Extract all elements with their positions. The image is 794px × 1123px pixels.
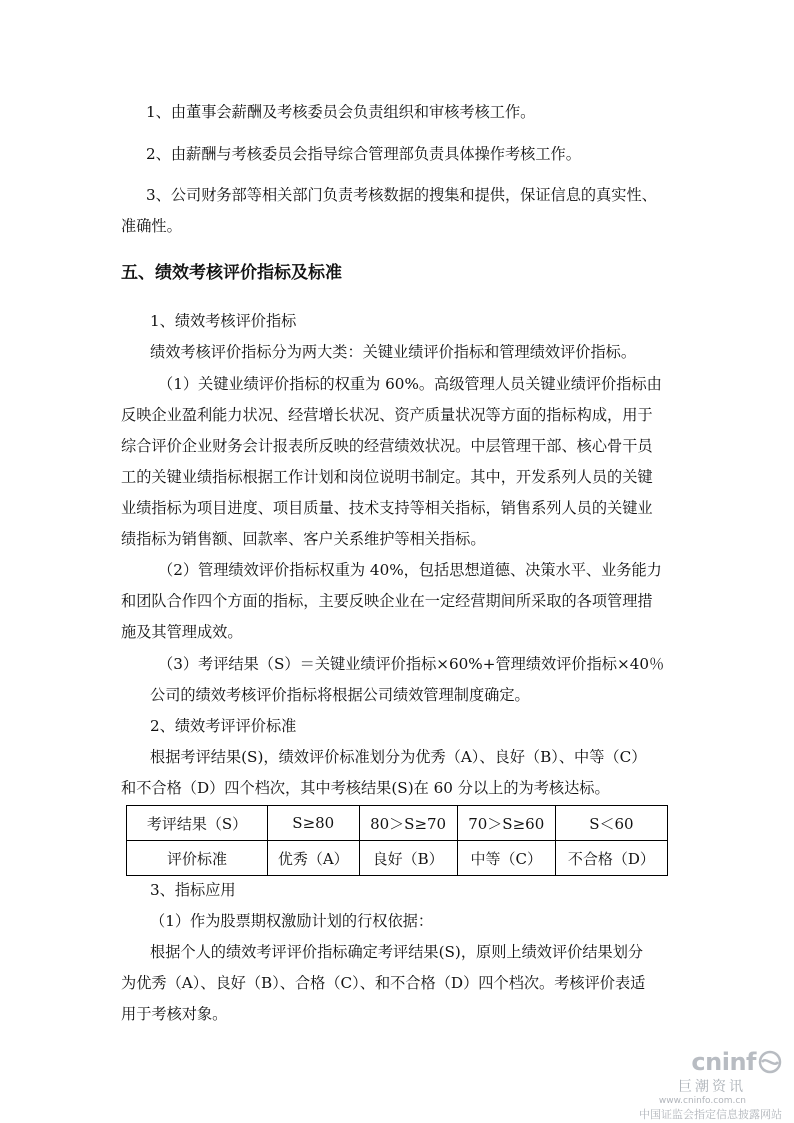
watermark-url: www.cninfo.com.cn — [658, 1096, 746, 1106]
para-key-line2: 反映企业盈利能力状况、经营增长状况、资产质量状况等方面的指标构成，用于 — [121, 406, 653, 424]
para-item-3-line1: 3、公司财务部等相关部门负责考核数据的搜集和提供，保证信息的真实性、 — [146, 186, 657, 204]
subsection-title-1: 1、绩效考核评价指标 — [150, 312, 297, 330]
para-mgmt-line1: （2）管理绩效评价指标权重为 40%，包括思想道德、决策水平、业务能力 — [158, 561, 662, 579]
table-row — [127, 806, 668, 841]
para-item-2: 2、由薪酬与考核委员会指导综合管理部负责具体操作考核工作。 — [146, 145, 581, 163]
para-key-line3: 综合评价企业财务会计报表所反映的经营绩效状况。中层管理干部、核心骨干员 — [121, 437, 653, 455]
watermark-cn-name: 巨潮资讯 — [678, 1079, 746, 1095]
table-cell: 不合格（D） — [555, 841, 667, 876]
para-usage-line2: 根据个人的绩效考评评价指标确定考评结果(S)，原则上绩效评价结果划分 — [150, 943, 644, 961]
para-key-line6: 绩指标为销售额、回款率、客户关系维护等相关指标。 — [121, 530, 486, 548]
watermark-logo — [691, 1048, 782, 1076]
cninfo-swirl-icon — [758, 1050, 782, 1074]
para-result-note: 公司的绩效考核评价指标将根据公司绩效管理制度确定。 — [150, 686, 530, 704]
para-intro: 绩效考核评价指标分为两大类：关键业绩评价指标和管理绩效评价指标。 — [150, 343, 636, 361]
table-cell: S＜60 — [555, 806, 667, 841]
subsection-title-2: 2、绩效考评评价标准 — [150, 717, 297, 735]
para-key-line1: （1）关键业绩评价指标的权重为 60%。高级管理人员关键业绩评价指标由 — [158, 375, 662, 393]
para-mgmt-line2: 和团队合作四个方面的指标，主要反映企业在一定经营期间所采取的各项管理措 — [121, 592, 653, 610]
section-heading: 五、绩效考核评价指标及标准 — [121, 263, 342, 283]
para-mgmt-line3: 施及其管理成效。 — [121, 623, 243, 641]
watermark-logo-text: cninf — [691, 1048, 756, 1076]
para-usage-line1: （1）作为股票期权激励计划的行权依据： — [150, 912, 434, 930]
para-usage-line4: 用于考核对象。 — [121, 1005, 228, 1023]
table-cell: 优秀（A） — [268, 841, 360, 876]
table-row — [127, 841, 668, 876]
para-key-line5: 业绩指标为项目进度、项目质量、技术支持等相关指标，销售系列人员的关键业 — [121, 499, 653, 517]
table-cell: 评价标准 — [127, 841, 268, 876]
table-cell: 80＞S≥70 — [359, 806, 457, 841]
table-cell: 70＞S≥60 — [457, 806, 555, 841]
para-item-1: 1、由董事会薪酬及考核委员会负责组织和审核考核工作。 — [146, 103, 536, 121]
cninfo-watermark — [639, 1048, 782, 1122]
table-cell: 考评结果（S） — [127, 806, 268, 841]
para-result-formula: （3）考评结果（S）＝关键业绩评价指标×60%+管理绩效评价指标×40％ — [158, 655, 665, 673]
para-key-line4: 工的关键业绩指标根据工作计划和岗位说明书制定。其中，开发系列人员的关键 — [121, 468, 653, 486]
para-item-3-line2: 准确性。 — [121, 217, 182, 235]
table-cell: 良好（B） — [359, 841, 457, 876]
para-usage-line3: 为优秀（A）、良好（B）、合格（C）、和不合格（D）四个档次。考核评价表适 — [121, 974, 646, 992]
grade-standard-table — [126, 805, 668, 876]
table-cell: 中等（C） — [457, 841, 555, 876]
table-cell: S≥80 — [268, 806, 360, 841]
watermark-tagline: 中国证监会指定信息披露网站 — [639, 1108, 782, 1121]
para-standard-line2: 和不合格（D）四个档次，其中考核结果(S)在 60 分以上的为考核达标。 — [121, 779, 610, 797]
subsection-title-3: 3、指标应用 — [150, 881, 236, 899]
para-standard-line1: 根据考评结果(S)，绩效评价标准划分为优秀（A）、良好（B）、中等（C） — [150, 748, 647, 766]
